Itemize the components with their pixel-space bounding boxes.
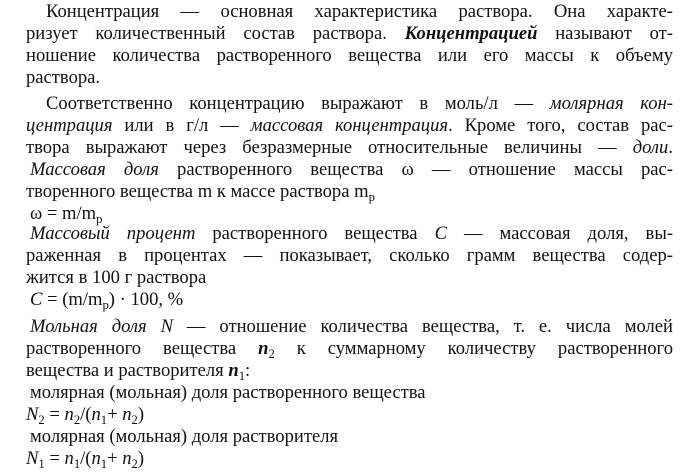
formula-mass-fraction: $\omega = m/m_р$ xyxy=(30,203,103,227)
term-molar-concentration: молярная кон- xyxy=(549,93,673,114)
formula-mole-fraction-solvent: $N_1 = n_1/(n_1+ n_2)$ xyxy=(26,448,145,472)
text-line-15: Мольная доля N — отношение количества вещества, т. е. числа молей xyxy=(30,316,674,337)
text-line-5: Соответственно концентрацию выражают в моль/л — молярная кон- xyxy=(46,93,673,114)
term-mass-percent: Массовый процент xyxy=(30,223,196,244)
text-line-8: Массовая доля растворенного вещества ω — отношение массы рас- xyxy=(30,159,673,180)
text-line-18: молярная (мольная) доля растворенного вещества xyxy=(30,382,426,403)
text-line-7: твора выражают через безразмерные относительные величины — доли. xyxy=(26,137,673,158)
term-fractions: доли xyxy=(632,137,669,158)
text-line-17: вещества и растворителя $n_1$: xyxy=(26,360,251,384)
text-line-4: раствора. xyxy=(26,67,101,88)
text-line-2: ризует количественный состав раствора. Концентрацией называют от- xyxy=(26,23,673,44)
term-mass-fraction: Массовая доля xyxy=(30,159,159,180)
text-line-11: Массовый процент растворенного вещества C — массовая доля, вы- xyxy=(30,223,674,244)
formula-mass-percent: $C = (m/m_р) \cdot 100$, % xyxy=(30,289,184,313)
text-line-12: раженная в процентах — показывает, сколько грамм вещества содер- xyxy=(26,245,673,266)
term-concentration: Концентрацией xyxy=(404,23,538,44)
text-line-9: творенного вещества m к массе раствора $m_р$ xyxy=(26,181,375,205)
text-line-3: ношение количества растворенного вещества или его массы к объему xyxy=(26,45,673,66)
text-line-1: Концентрация — основная характеристика раствора. Она характе- xyxy=(46,1,673,22)
text-line-6: центрация или в г/л — массовая концентрация. Кроме того, состав рас- xyxy=(26,115,673,136)
text-line-16: растворенного вещества $n_2$ к суммарному количеству растворенного xyxy=(26,338,673,362)
term-mass-concentration: массовая концентрация xyxy=(250,115,449,136)
text-line-20: молярная (мольная) доля растворителя xyxy=(30,426,339,447)
term-mole-fraction: Мольная доля N xyxy=(30,316,173,337)
formula-mole-fraction-solute: $N_2 = n_2/(n_1+ n_2)$ xyxy=(26,404,145,428)
text-line-13: жится в 100 г раствора xyxy=(26,267,207,288)
